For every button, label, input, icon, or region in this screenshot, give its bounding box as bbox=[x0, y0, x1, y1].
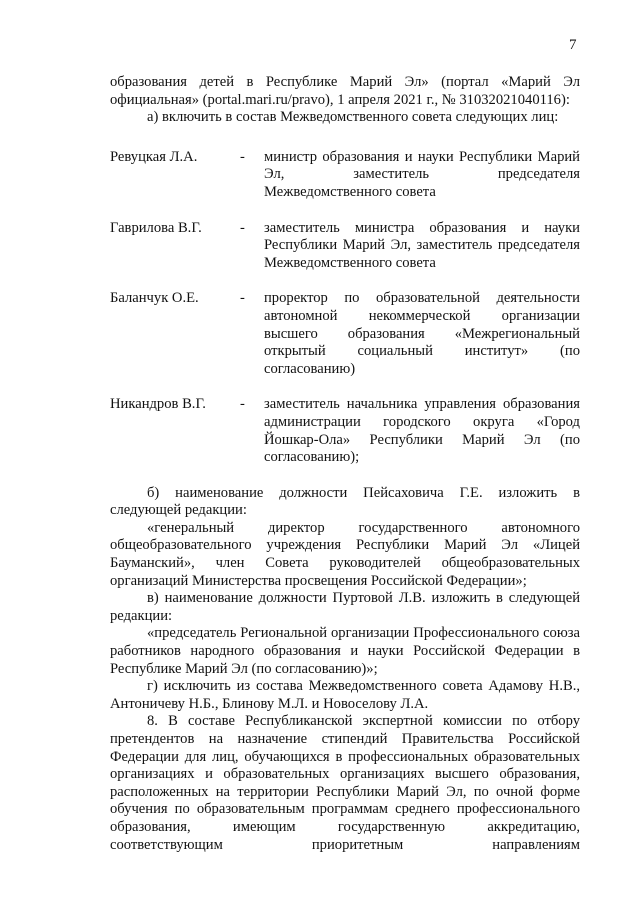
member-row bbox=[110, 149, 580, 202]
member-row bbox=[110, 220, 580, 273]
item-g-paragraph: г) исключить из состава Межведомственного совета Адамову Н.В., Антоничеву Н.Б., Блинову М.Л. и Новоселову Л.А. bbox=[110, 678, 580, 712]
intro-paragraph: образования детей в Республике Марий Эл» (портал «Марий Эл официальная» (portal.mari.ru/pravo), 1 апреля 2021 г., № 31032021040116): bbox=[110, 74, 580, 108]
member-dash: - bbox=[240, 219, 245, 236]
member-row bbox=[110, 290, 580, 378]
member-role: проректор по образовательной деятельности автономной некоммерческой организации высшего образования «Межрегиональный открытый социальный институт» (по согласованию) bbox=[264, 290, 580, 377]
item-a-paragraph: а) включить в состав Межведомственного совета следующих лиц: bbox=[147, 109, 559, 126]
member-name: Гаврилова В.Г. bbox=[110, 219, 202, 236]
members-list bbox=[110, 149, 580, 467]
member-row bbox=[110, 396, 580, 466]
item-8-paragraph: 8. В составе Республиканской экспертной комиссии по отбору претендентов на назначение стипендий Правительства Российской Федерации для лиц, обучающихся в профессиональных образовательных организациях и образовательных организациях высшего образования, расположенных на территории Республики Марий Эл, по очной форме обучения по образовательным программам среднего профессионального образования, имеющим государственную аккредитацию, соответствующим приоритетным направлениям bbox=[110, 713, 580, 853]
member-role: заместитель министра образования и науки Республики Марий Эл, заместитель председателя Межведомственного совета bbox=[264, 219, 580, 271]
document-body bbox=[110, 74, 580, 854]
member-name: Баланчук О.Е. bbox=[110, 290, 199, 307]
item-v-paragraph: в) наименование должности Пуртовой Л.В. изложить в следующей редакции: bbox=[110, 590, 580, 624]
member-name: Ревуцкая Л.А. bbox=[110, 148, 198, 165]
member-role: заместитель начальника управления образования администрации городского округа «Город Йошкар-Ола» Республики Марий Эл (по согласованию); bbox=[264, 396, 580, 466]
item-v-quote: «председатель Региональной организации Профессионального союза работников народного образования и науки Российской Федерации в Республике Марий Эл (по согласованию)»; bbox=[110, 625, 580, 677]
member-dash: - bbox=[240, 148, 245, 165]
member-dash: - bbox=[240, 290, 245, 307]
member-dash: - bbox=[240, 396, 245, 413]
member-role: министр образования и науки Республики Марий Эл, заместитель председателя Межведомственного совета bbox=[264, 148, 580, 200]
page-number: 7 bbox=[569, 37, 577, 53]
item-b-paragraph: б) наименование должности Пейсаховича Г.Е. изложить в следующей редакции: bbox=[110, 484, 580, 519]
member-name: Никандров В.Г. bbox=[110, 396, 206, 413]
item-b-quote: «генеральный директор государственного автономного общеобразовательного учреждения Республики Марий Эл «Лицей Бауманский», член Совета руководителей общеобразовательных организаций Министерства просвещения Российской Федерации»; bbox=[110, 519, 580, 589]
